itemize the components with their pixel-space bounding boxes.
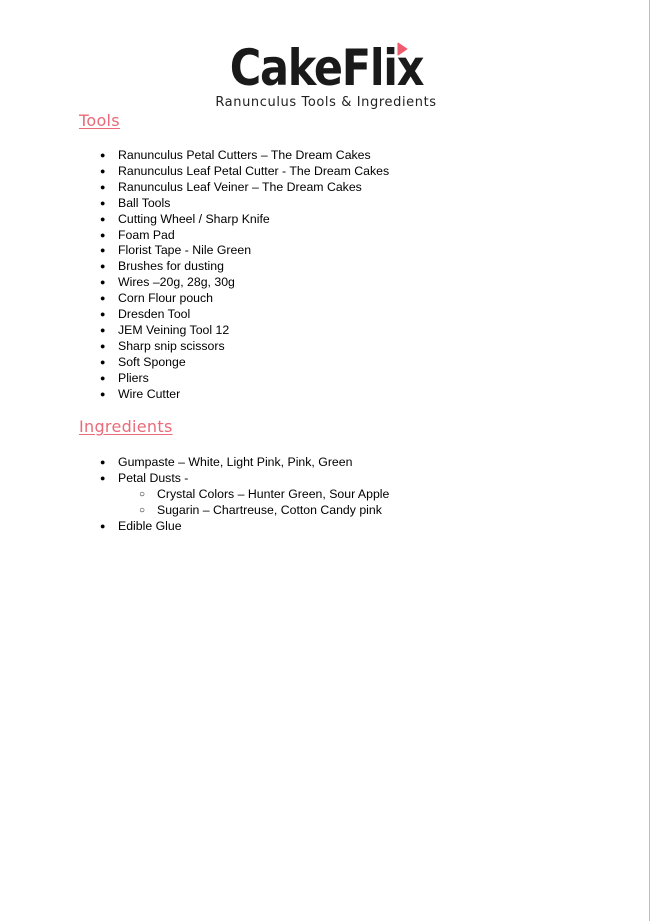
bullet-icon: ● — [100, 245, 106, 256]
play-icon — [397, 42, 407, 56]
bullet-icon: ● — [100, 181, 106, 192]
bullet-icon: ● — [100, 356, 106, 367]
bullet-icon: ● — [100, 150, 106, 160]
list-item-text: Sharp snip scissors — [118, 338, 225, 353]
bullet-icon: ● — [100, 372, 106, 383]
bullet-icon: ● — [100, 229, 106, 240]
list-item-text: Ranunculus Petal Cutters – The Dream Cakes — [118, 148, 371, 162]
list-item-text: Corn Flour pouch — [118, 291, 214, 306]
list-item — [100, 275, 389, 291]
list-item — [100, 179, 389, 196]
sub-list-item-text: Sugarin – Chartreuse, Cotton Candy pink — [157, 502, 382, 517]
list-item-text: Ranunculus Leaf Veiner – The Dream Cakes — [118, 179, 362, 194]
bullet-icon: ● — [100, 472, 106, 483]
sub-list-item-text: Crystal Colors – Hunter Green, Sour Apple — [157, 486, 390, 501]
list-item-text: Soft Sponge — [118, 354, 186, 369]
hollow-bullet-icon: ○ — [139, 504, 146, 516]
list-item-text: Pliers — [118, 370, 149, 385]
ingredients-list — [100, 455, 390, 535]
bullet-icon: ● — [100, 197, 106, 208]
bullet-icon: ● — [100, 165, 106, 176]
hollow-bullet-icon: ○ — [139, 488, 146, 500]
list-item-text: Dresden Tool — [118, 307, 191, 322]
list-item-text: JEM Veining Tool 12 — [118, 322, 230, 337]
list-item — [100, 259, 389, 275]
list-item — [100, 455, 389, 471]
sub-list — [118, 487, 389, 519]
list-item — [100, 354, 389, 371]
list-item-text: Ball Tools — [118, 195, 171, 210]
list-item — [100, 470, 390, 519]
list-item-text: Edible Glue — [118, 518, 182, 533]
bullet-icon: ● — [100, 457, 106, 467]
page-edge — [649, 0, 650, 921]
bullet-icon: ● — [100, 261, 106, 272]
list-item — [100, 148, 389, 164]
list-item — [100, 227, 389, 244]
tools-heading: Tools — [79, 111, 120, 130]
list-item — [100, 338, 389, 355]
list-item — [100, 163, 390, 180]
list-item — [100, 370, 389, 387]
list-item-text: Ranunculus Leaf Petal Cutter - The Dream Cakes — [118, 163, 390, 178]
sub-list-item — [139, 486, 390, 503]
bullet-icon: ● — [100, 213, 106, 224]
list-item — [100, 195, 389, 212]
list-item-text: Florist Tape - Nile Green — [118, 243, 252, 258]
list-item — [100, 291, 389, 307]
list-item-text: Wires –20g, 28g, 30g — [118, 275, 235, 290]
bullet-icon: ● — [100, 340, 106, 351]
list-item — [100, 386, 389, 403]
list-item — [100, 211, 389, 228]
bullet-icon: ● — [100, 277, 106, 288]
bullet-icon: ● — [100, 293, 106, 304]
list-item-text: Foam Pad — [118, 227, 175, 242]
tools-list — [100, 148, 390, 403]
list-item-text: Cutting Wheel / Sharp Knife — [118, 211, 270, 226]
list-item-text: Petal Dusts - — [118, 470, 189, 485]
bullet-icon: ● — [100, 520, 106, 531]
bullet-icon: ● — [100, 324, 106, 335]
bullet-icon: ● — [100, 309, 106, 320]
list-item — [100, 322, 389, 339]
list-item-text: Gumpaste – White, Light Pink, Pink, Green — [118, 455, 353, 469]
list-item-text: Wire Cutter — [118, 386, 181, 401]
logo-container — [0, 40, 652, 96]
document-subtitle: Ranunculus Tools & Ingredients — [215, 95, 437, 110]
logo-text: CakeFlix — [229, 39, 423, 97]
list-item — [100, 518, 389, 535]
ingredients-heading: Ingredients — [79, 417, 173, 436]
list-item — [100, 243, 389, 259]
sub-list-item — [139, 502, 389, 519]
cakeflix-logo — [229, 40, 422, 96]
list-item-text: Brushes for dusting — [118, 259, 224, 274]
bullet-icon: ● — [100, 388, 106, 399]
list-item — [100, 307, 389, 323]
